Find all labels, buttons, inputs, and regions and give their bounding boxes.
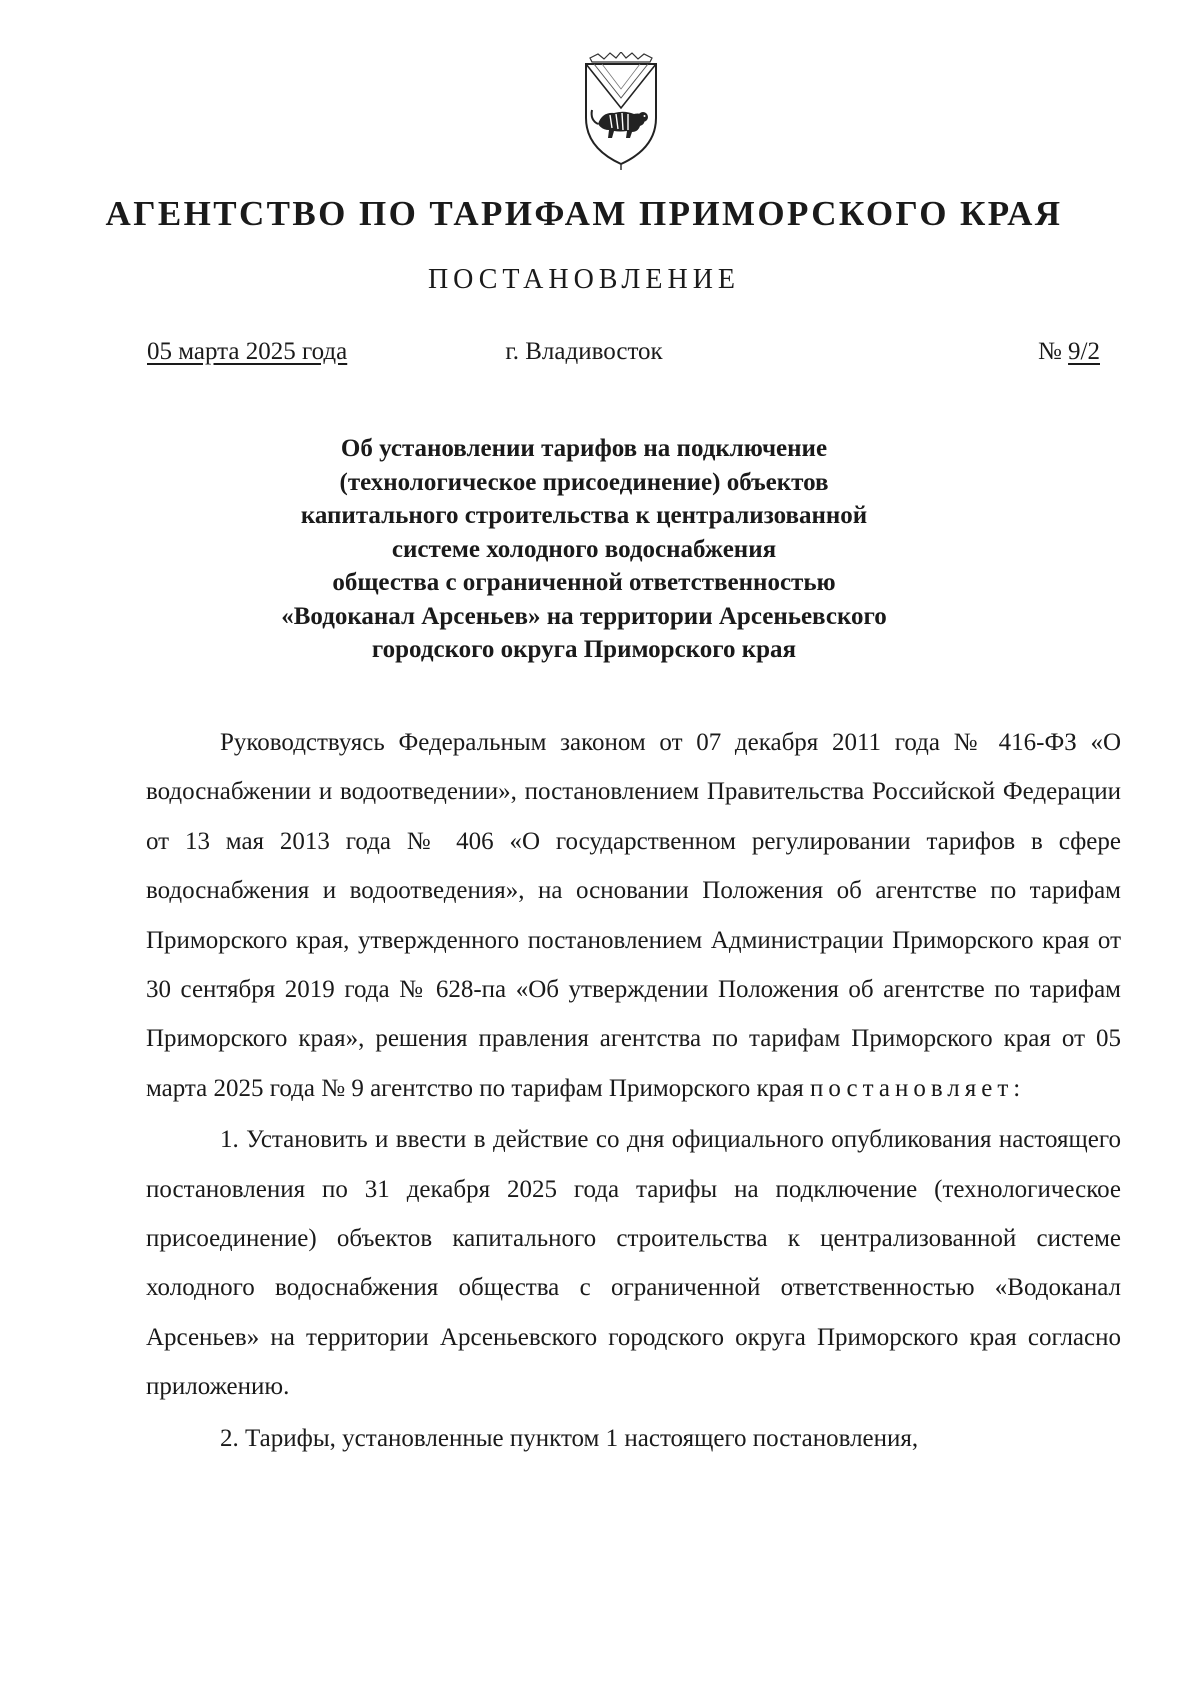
document-number [1038,338,1100,366]
document-city: г. Владивосток [505,338,663,365]
document-date: 05 марта 2025 года [147,338,348,365]
subject-line: общества с ограниченной ответственностью [332,569,836,596]
coat-of-arms-tiger-icon [580,52,662,172]
resolves-word: постановляет: [810,1074,1026,1102]
clause-2-paragraph: 2. Тарифы, установленные пунктом 1 настоящего постановления, [220,1424,919,1452]
document-body [146,718,1121,1463]
clause-1-paragraph: 1. Установить и ввести в действие со дня официального опубликования настоящего постановления по 31 декабря 2025 года тарифы на подключение (технологическое присоединение) объектов капитального строительства к централизованной системе холодного водоснабжения общества с ограниченной ответственностью «Водоканал Арсеньев» на территории Арсеньевского городского округа Приморского края согласно приложению. [146,1126,1121,1401]
subject-line: городского округа Приморского края [371,636,797,663]
document-subject [0,432,1168,667]
preamble-paragraph [146,718,1121,1113]
subject-line: «Водоканал Арсеньев» на территории Арсеньевского [281,602,887,630]
number-value: 9/2 [1068,338,1100,365]
subject-line: Об установлении тарифов на подключение [340,435,828,462]
preamble-text: Руководствуясь Федеральным законом от 07 декабря 2011 года № 416-ФЗ «О водоснабжении и водоотведении», постановлением Правительства Российской Федерации от 13 мая 2013 года № 406 «О государственном регулировании тарифов в сфере водоснабжения и водоотведения», на основании Положения об агентстве по тарифам Приморского края, утвержденного постановлением Администрации Приморского края от 30 сентября 2019 года № 628-па «Об утверждении Положения об агентстве по тарифам Приморского края», решения правления агентства по тарифам Приморского края от 05 марта 2025 года № 9 агентство по тарифам Приморского края [146,729,1121,1102]
agency-name: АГЕНТСТВО ПО ТАРИФАМ ПРИМОРСКОГО КРАЯ [105,194,1063,233]
subject-line: (технологическое присоединение) объектов [339,468,829,496]
subject-line: капитального строительства к централизованной [300,502,868,529]
document-type: ПОСТАНОВЛЕНИЕ [427,264,741,295]
subject-line: системе холодного водоснабжения [391,535,777,563]
number-prefix: № [1037,338,1069,365]
